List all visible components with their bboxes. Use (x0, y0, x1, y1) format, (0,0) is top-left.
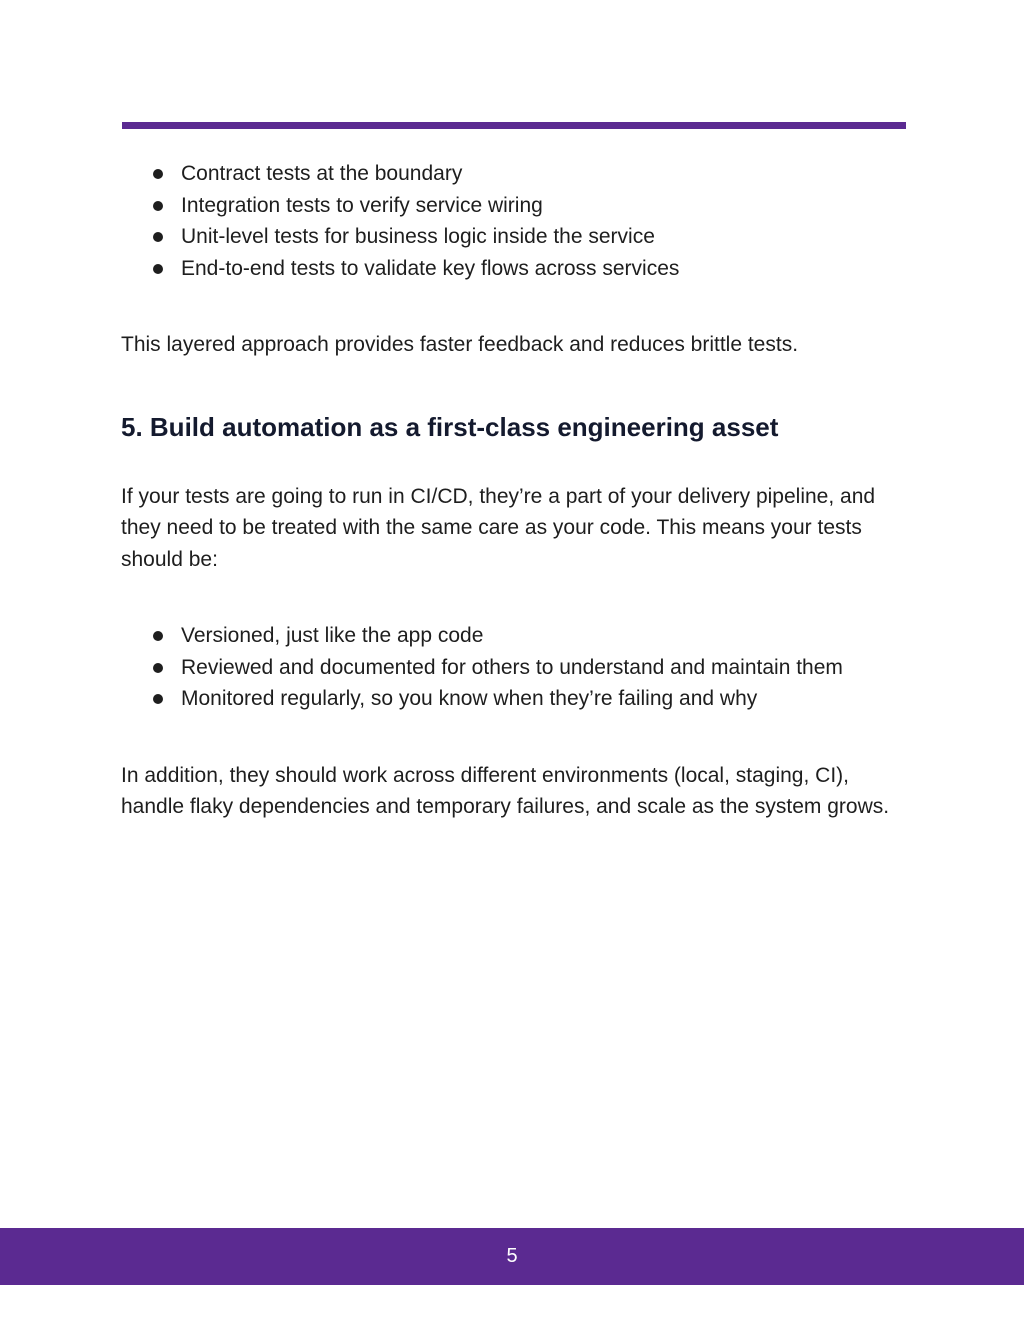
closing-paragraph: In addition, they should work across different environments (local, staging, CI), handle flaky dependencies and temporary failures, and scale as the system grows. (121, 763, 890, 818)
bullet-icon (153, 663, 163, 673)
list-item (121, 683, 911, 715)
page-number: 5 (506, 1245, 518, 1267)
section-heading: 5. Build automation as a first-class engineering asset (121, 411, 779, 442)
bullet-icon (153, 631, 163, 641)
list-item (121, 652, 911, 684)
testing-layers-list (121, 158, 911, 284)
list-item (121, 190, 911, 222)
page-content (121, 158, 911, 823)
bullet-icon (153, 169, 163, 179)
list-item-text: Versioned, just like the app code (181, 624, 484, 647)
footer-bar (0, 1228, 1024, 1285)
section-intro-paragraph: If your tests are going to run in CI/CD, they’re a part of your delivery pipeline, and they need to be treated with the same care as your code. This means your tests should be: (121, 484, 876, 571)
list-item (121, 221, 911, 253)
list-item-text: Contract tests at the boundary (181, 162, 463, 185)
bullet-icon (153, 201, 163, 211)
list-item (121, 158, 911, 190)
list-item (121, 253, 911, 285)
header-divider (122, 122, 906, 129)
list-item (121, 620, 911, 652)
test-qualities-list (121, 620, 911, 715)
list-item-text: Unit-level tests for business logic inside the service (181, 225, 655, 248)
layered-approach-paragraph: This layered approach provides faster feedback and reduces brittle tests. (121, 333, 799, 356)
bullet-icon (153, 694, 163, 704)
bullet-icon (153, 232, 163, 242)
list-item-text: Reviewed and documented for others to understand and maintain them (181, 655, 843, 679)
list-item-text: End-to-end tests to validate key flows across services (181, 256, 680, 280)
list-item-text: Monitored regularly, so you know when they’re failing and why (181, 687, 758, 710)
list-item-text: Integration tests to verify service wiring (181, 193, 543, 217)
bullet-icon (153, 264, 163, 274)
